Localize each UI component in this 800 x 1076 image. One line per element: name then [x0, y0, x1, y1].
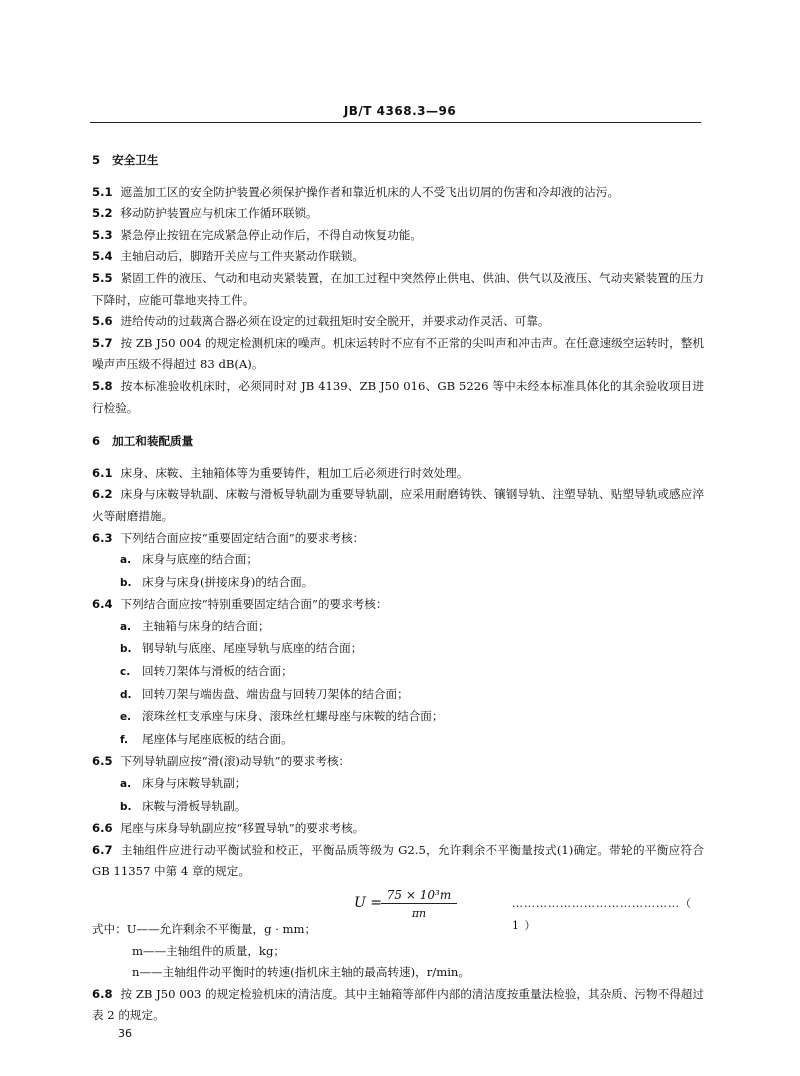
clause-text: 进给传动的过载离合器必须在设定的过载扭矩时安全脱开，并要求动作灵活、可靠。	[120, 314, 550, 329]
list-marker: a.	[120, 620, 132, 633]
clause-number: 6.1	[92, 465, 113, 480]
clause-6-4-list	[92, 616, 704, 752]
document-body	[92, 148, 704, 1027]
list-text: 尾座体与尾座底板的结合面。	[142, 731, 293, 746]
clause-number: 5.4	[92, 249, 113, 264]
list-marker: f.	[120, 733, 128, 746]
clause-6-1	[92, 463, 704, 485]
variable-u: 式中：U——允许剩余不平衡量，g · mm；	[92, 922, 317, 936]
clause-number: 6.7	[92, 842, 113, 857]
clause-text: 紧急停止按钮在完成紧急停止动作后，不得自动恢复功能。	[120, 227, 422, 242]
list-item	[92, 661, 704, 684]
section-number: 5	[92, 153, 101, 167]
list-marker: d.	[120, 688, 132, 701]
list-text: 钢导轨与底座、尾座导轨与底座的结合面；	[142, 641, 363, 656]
list-item	[92, 706, 704, 729]
list-marker: e.	[120, 711, 132, 724]
clause-5-7	[92, 333, 704, 376]
clause-number: 5.5	[92, 270, 113, 285]
clause-text: 按 ZB J50 004 的规定检测机床的噪声。机床运转时不应有不正常的尖叫声和冲击声。在任意速级空运转时，整机噪声声压级不得超过 83 dB(A)。	[92, 335, 704, 372]
clause-text: 按本标准验收机床时，必须同时对 JB 4139、ZB J50 016、GB 5226 等中未经本标准具体化的其余验收项目进行检验。	[92, 378, 704, 415]
clause-6-3	[92, 528, 704, 550]
list-text: 回转刀架体与滑板的结合面；	[142, 664, 293, 679]
clause-5-6	[92, 311, 704, 333]
section-title: 加工和装配质量	[112, 434, 194, 449]
section-5-heading	[92, 150, 704, 172]
formula-fraction	[364, 885, 474, 921]
clause-text: 床身与床鞍导轨副、床鞍与滑板导轨副为重要导轨副，应采用耐磨铸铁、镶钢导轨、注塑导轨、贴塑导轨或感应淬火等耐磨措施。	[92, 487, 704, 523]
clause-text: 尾座与床身导轨副应按“移置导轨”的要求考核。	[120, 821, 365, 836]
formula-lhs: U =	[354, 895, 382, 911]
clause-number: 5.2	[92, 206, 113, 221]
clause-number: 6.2	[92, 487, 113, 502]
clause-6-8	[92, 984, 704, 1027]
list-item	[92, 796, 704, 819]
list-item	[92, 616, 704, 639]
header-rule	[90, 122, 701, 123]
clause-number: 5.3	[92, 227, 113, 242]
clause-6-4	[92, 594, 704, 616]
list-text: 回转刀架与端齿盘、端齿盘与回转刀架体的结合面；	[142, 686, 409, 701]
clause-number: 5.1	[92, 184, 113, 199]
list-text: 床身与底座的结合面；	[142, 552, 258, 567]
clause-6-2	[92, 484, 704, 527]
clause-text: 紧固工件的液压、气动和电动夹紧装置，在加工过程中突然停止供电、供油、供气以及液压、气动夹紧装置的压力下降时，应能可靠地夹持工件。	[92, 270, 704, 307]
list-marker: a.	[120, 778, 132, 791]
clause-5-1	[92, 182, 704, 204]
clause-text: 下列结合面应按“特别重要固定结合面”的要求考核：	[120, 597, 388, 612]
clause-5-2	[92, 203, 704, 225]
formula-tag: ……………………………………（ 1 ）	[512, 897, 692, 932]
list-text: 主轴箱与床身的结合面；	[142, 618, 270, 633]
clause-text: 下列结合面应按“重要固定结合面”的要求考核：	[120, 530, 365, 545]
list-marker: a.	[120, 554, 132, 567]
variable-m: m——主轴组件的质量，kg；	[132, 943, 285, 958]
list-text: 床身与床身(拼接床身)的结合面。	[142, 574, 314, 589]
clause-text: 床身、床鞍、主轴箱体等为重要铸件，粗加工后必须进行时效处理。	[120, 465, 469, 480]
list-item	[92, 684, 704, 707]
page-number: 36	[118, 1027, 132, 1040]
clause-6-3-list	[92, 549, 704, 594]
list-item	[92, 572, 704, 595]
list-item	[92, 549, 704, 572]
clause-text: 下列导轨副应按“滑(滚)动导轨”的要求考核：	[120, 754, 351, 769]
clause-text: 按 ZB J50 003 的规定检验机床的清洁度。其中主轴箱等部件内部的清洁度按重量法检验，其杂质、污物不得超过表 2 的规定。	[92, 986, 704, 1023]
list-text: 滚珠丝杠支承座与床身、滚珠丝杠螺母座与床鞍的结合面；	[142, 709, 444, 724]
list-item	[92, 729, 704, 752]
clause-number: 6.8	[92, 986, 113, 1001]
clause-6-6	[92, 818, 704, 840]
formula-numerator: 75 × 10³m	[381, 887, 457, 904]
clause-number: 5.8	[92, 378, 113, 393]
clause-text: 移动防护装置应与机床工作循环联锁。	[120, 206, 318, 221]
section-number: 6	[92, 434, 101, 449]
section-title: 安全卫生	[112, 153, 159, 167]
clause-number: 5.7	[92, 335, 113, 350]
list-text: 床身与床鞍导轨副；	[142, 776, 247, 791]
clause-5-3	[92, 225, 704, 247]
standard-header: JB/T 4368.3—96	[343, 104, 457, 118]
list-marker: b.	[120, 800, 132, 813]
list-marker: b.	[120, 576, 132, 589]
variable-n: n——主轴组件动平衡时的转速(指机床主轴的最高转速)，r/min。	[132, 965, 470, 980]
clause-number: 6.6	[92, 821, 113, 836]
clause-text: 主轴组件应进行动平衡试验和校正，平衡品质等级为 G2.5，允许剩余不平衡量按式(1)确定。带轮的平衡应符合 GB 11357 中第 4 章的规定。	[92, 842, 704, 879]
clause-number: 5.6	[92, 314, 113, 329]
list-text: 床鞍与滑板导轨副。	[142, 798, 247, 813]
clause-number: 6.5	[92, 754, 113, 769]
formula-denominator: πn	[411, 906, 427, 920]
section-6-heading	[92, 431, 704, 453]
clause-5-8	[92, 376, 704, 419]
clause-text: 遮盖加工区的安全防护装置必须保护操作者和靠近机床的人不受飞出切屑的伤害和冷却液的沾污。	[120, 184, 620, 199]
list-marker: c.	[120, 666, 131, 679]
clause-5-4	[92, 246, 704, 268]
clause-5-5	[92, 268, 704, 311]
list-item	[92, 638, 704, 661]
clause-number: 6.4	[92, 597, 113, 612]
clause-6-5	[92, 751, 704, 773]
list-item	[92, 773, 704, 796]
clause-number: 6.3	[92, 530, 113, 545]
clause-text: 主轴启动后，脚踏开关应与工件夹紧动作联锁。	[120, 249, 365, 264]
clause-6-7	[92, 840, 704, 883]
list-marker: b.	[120, 643, 132, 656]
clause-6-5-list	[92, 773, 704, 818]
